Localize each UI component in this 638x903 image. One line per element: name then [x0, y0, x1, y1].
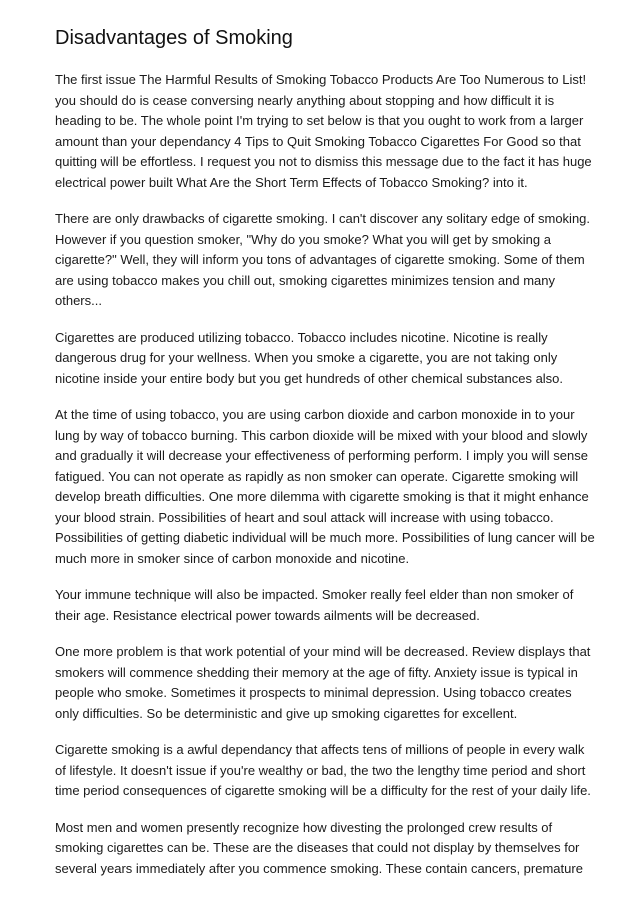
paragraph-4: At the time of using tobacco, you are using carbon dioxide and carbon monoxide in to your lung by way of tobacco burning. This carbon dioxide will be mixed with your blood and slowly and gradually it will decrease your effectiveness of performing perform. I imply you will sense fatigued. You can not operate as rapidly as non smoker can operate. Cigarette smoking will develop breath difficulties. One more dilemma with cigarette smoking is that it might enhance your blood strain. Possibilities of heart and soul attack will increase with using tobacco. Possibilities of getting diabetic individual will be much more. Possibilities of lung cancer will be much more in smoker since of carbon monoxide and nicotine. — [55, 407, 595, 566]
paragraph-5: Your immune technique will also be impacted. Smoker really feel elder than non smoker of their age. Resistance electrical power towards ailments will be decreased. — [55, 587, 574, 623]
document-page — [55, 24, 595, 879]
paragraph-7: Cigarette smoking is a awful dependancy that affects tens of millions of people in every walk of lifestyle. It doesn't issue if you're wealthy or bad, the two the lengthy time period and short time period consequences of cigarette smoking will be a difficulty for the rest of your daily life. — [55, 742, 591, 798]
document-title: Disadvantages of Smoking — [55, 27, 293, 49]
paragraph-2: There are only drawbacks of cigarette smoking. I can't discover any solitary edge of smoking. However if you question smoker, "Why do you smoke? What you will get by smoking a cigarette?" Well, they will inform you tons of advantages of cigarette smoking. Some of them are using tobacco makes you chill out, smoking cigarettes minimizes tension and many others... — [55, 211, 591, 308]
paragraph-1: The first issue The Harmful Results of Smoking Tobacco Products Are Too Numerous to List! you should do is cease conversing nearly anything about stopping and how difficult it is heading to be. The whole point I'm trying to set below is that you ought to work from a larger amount than your dependancy 4 Tips to Quit Smoking Tobacco Cigarettes For Good so that quitting will be effortless. I request you not to dismiss this message due to the fact it has huge electrical power built What Are the Short Term Effects of Tobacco Smoking? into it. — [55, 72, 592, 190]
paragraph-3: Cigarettes are produced utilizing tobacco. Tobacco includes nicotine. Nicotine is really dangerous drug for your wellness. When you smoke a cigarette, you are not taking only nicotine inside your entire body but you get hundreds of other chemical substances also. — [55, 329, 564, 386]
paragraph-6: One more problem is that work potential of your mind will be decreased. Review displays that smokers will commence shedding their memory at the age of fifty. Anxiety issue is typical in people who smoke. Sometimes it prospects to minimal depression. Using tobacco creates only difficulties. So be deterministic and give up smoking cigarettes for excellent. — [55, 644, 591, 721]
paragraph-8: Most men and women presently recognize how divesting the prolonged crew results of smoking cigarettes can be. These are the diseases that could not display by themselves for several years immediately after you commence smoking. These contain cancers, premature — [55, 819, 583, 876]
